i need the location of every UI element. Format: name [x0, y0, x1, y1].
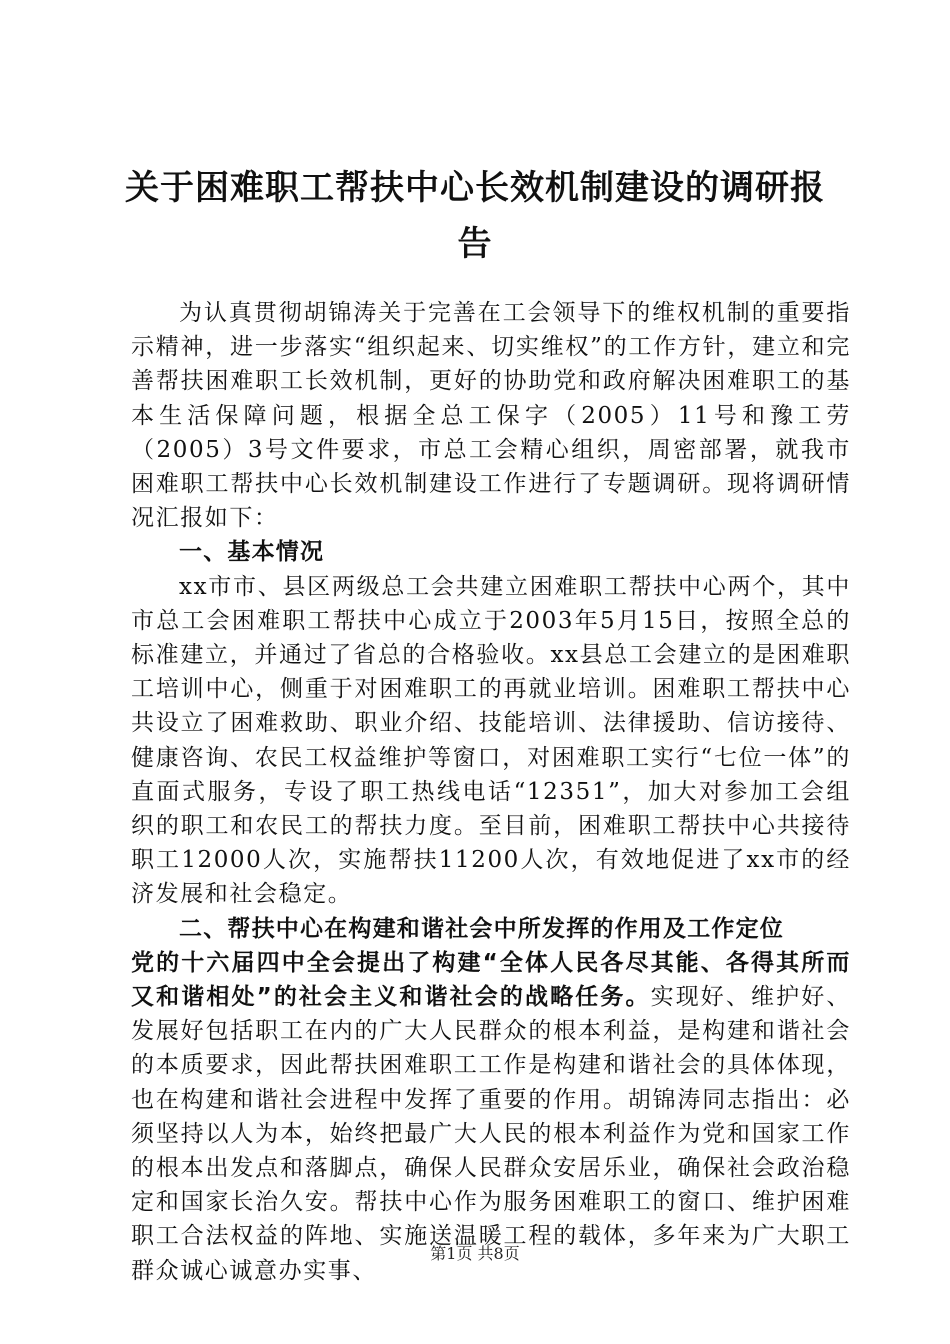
- section-role-lead-sentence: 党的十六届四中全会提出了构建“全体人民各尽其能、各得其所而又和谐相处”的社会主义和谐社会的战略任务。: [131, 949, 851, 1011]
- section-role-body-text: 实现好、维护好、发展好包括职工在内的广大人民群众的根本利益，是构建和谐社会的本质要求，因此帮扶困难职工工作是构建和谐社会的具体体现，也在构建和谐社会进程中发挥了重要的作用。胡锦涛同志指出：必须坚持以人为本，始终把最广大人民的根本利益作为党和国家工作的根本出发点和落脚点，确保人民群众安居乐业，确保社会政治稳定和国家长治久安。帮扶中心作为服务困难职工的窗口、维护困难职工合法权益的阵地、实施送温暖工程的载体，多年来为广大职工群众诚心诚意办实事、: [131, 984, 851, 1284]
- section-heading-basic-situation: 一、基本情况: [179, 539, 325, 566]
- section-heading-role-and-positioning: 二、帮扶中心在构建和谐社会中所发挥的作用及工作定位: [179, 915, 784, 942]
- document-title: 关于困难职工帮扶中心长效机制建设的调研报告: [125, 168, 825, 264]
- intro-paragraph: 为认真贯彻胡锦涛关于完善在工会领导下的维权机制的重要指示精神，进一步落实“组织起来、切实维权”的工作方针，建立和完善帮扶困难职工长效机制，更好的协助党和政府解决困难职工的基本生活保障问题，根据全总工保字（2005）11号和豫工劳（2005）3号文件要求，市总工会精心组织，周密部署，就我市困难职工帮扶中心长效机制建设工作进行了专题调研。现将调研情况汇报如下：: [131, 300, 851, 532]
- document-body: [131, 296, 851, 1288]
- section-role-paragraph: [131, 946, 851, 1288]
- section-basic-situation-paragraph: xx市市、县区两级总工会共建立困难职工帮扶中心两个，其中市总工会困难职工帮扶中心成立于2003年5月15日，按照全总的标准建立，并通过了省总的合格验收。xx县总工会建立的是困难职工培训中心，侧重于对困难职工的再就业培训。困难职工帮扶中心共设立了困难救助、职业介绍、技能培训、法律援助、信访接待、健康咨询、农民工权益维护等窗口，对困难职工实行“七位一体”的直面式服务，专设了职工热线电话“12351”，加大对参加工会组织的职工和农民工的帮扶力度。至目前，困难职工帮扶中心共接待职工12000人次，实施帮扶11200人次，有效地促进了xx市的经济发展和社会稳定。: [131, 573, 851, 908]
- page-number-footer: 第1页 共8页: [430, 1244, 520, 1263]
